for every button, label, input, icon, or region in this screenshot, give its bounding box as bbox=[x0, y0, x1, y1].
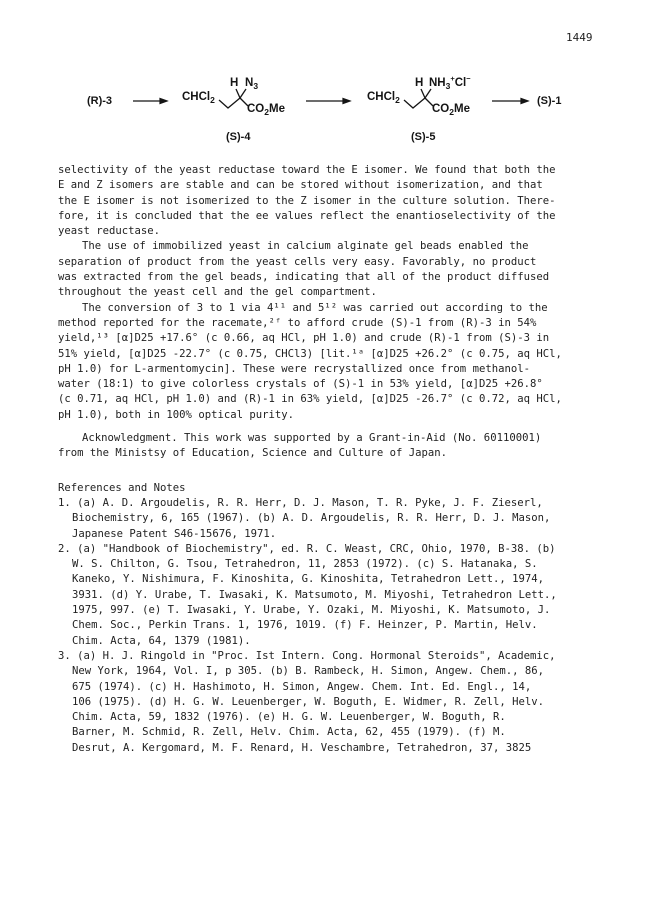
reference-line: Chim. Acta, 59, 1832 (1976). (e) H. G. W. Leuenberger, W. Boguth, R. bbox=[72, 711, 506, 724]
text-line: The use of immobilized yeast in calcium alginate gel beads enabled the bbox=[82, 240, 529, 253]
text-line: E and Z isomers are stable and can be stored without isomerization, and that bbox=[58, 179, 543, 192]
body-text bbox=[58, 163, 624, 756]
mol4-n3: $N_3$ bbox=[245, 77, 259, 91]
reference-line: 106 (1975). (d) H. G. W. Leuenberger, W. Boguth, E. Widmer, R. Zell, Helv. bbox=[72, 695, 544, 708]
text-line: from the Ministsy of Education, Science and Culture of Japan. bbox=[58, 447, 448, 460]
text-line: fore, it is concluded that the ee values reflect the enantioselectivity of the bbox=[58, 209, 556, 222]
acknowledgment bbox=[58, 431, 624, 462]
reference-line: Japanese Patent S46-15676, 1971. bbox=[72, 527, 277, 540]
reference-line: Chem. Soc., Perkin Trans. 1, 1976, 1019. (f) F. Heinzer, P. Martin, Helv. bbox=[72, 619, 538, 632]
reference-line: 1. (a) A. D. Argoudelis, R. R. Herr, D. J. Mason, T. R. Pyke, J. F. Zieserl, bbox=[58, 496, 543, 509]
mol5-co2me: $CO_2Me$ bbox=[432, 103, 470, 117]
mol4-h: H bbox=[230, 77, 239, 89]
arrow-2-head bbox=[343, 99, 350, 104]
text-line: (c 0.71, aq HCl, pH 1.0) and (R)-1 in 63% yield, [α]D25 -26.7° (c 0.72, aq HCl, bbox=[58, 393, 562, 406]
mol5-chcl2: CHCl$_2$ bbox=[367, 91, 400, 105]
mol5-label: (S)-5 bbox=[411, 131, 436, 143]
mol5-nh3cl: $NH_3^+Cl^-$ bbox=[429, 74, 471, 91]
text-line: Acknowledgment. This work was supported by a Grant-in-Aid (No. 60110001) bbox=[82, 432, 542, 445]
reference-line: New York, 1964, Vol. I, p 305. (b) B. Rambeck, H. Simon, Angew. Chem., 86, bbox=[72, 665, 544, 678]
text-line: 51% yield, [α]D25 -22.7° (c 0.75, CHCl3) [lit.¹ᵃ [α]D25 +26.2° (c 0.75, aq HCl, bbox=[58, 347, 562, 360]
text-line: separation of product from the yeast cells very easy. Favorably, no product bbox=[58, 255, 537, 268]
scheme-end-label: (S)-1 bbox=[537, 95, 562, 107]
text-line: yeast reductase. bbox=[58, 225, 161, 238]
molecule-4-bonds bbox=[219, 89, 248, 108]
reference-3 bbox=[58, 649, 624, 756]
mol4-co2me: $CO_2Me$ bbox=[247, 103, 285, 117]
mol4-label: (S)-4 bbox=[226, 131, 251, 143]
text-line: pH 1.0), both in 100% optical purity. bbox=[58, 408, 294, 421]
text-line: pH 1.0) for L-armentomycin]. These were recrystallized once from methanol- bbox=[58, 362, 530, 375]
mol4-chcl2: CHCl$_2$ bbox=[182, 91, 215, 105]
arrow-3-head bbox=[521, 99, 528, 104]
text-line: selectivity of the yeast reductase toward the E isomer. We found that both the bbox=[58, 164, 556, 176]
text-line: yield,¹³ [α]D25 +17.6° (c 0.66, aq HCl, pH 1.0) and crude (R)-1 from (S)-3 in bbox=[58, 332, 550, 345]
spacer bbox=[58, 462, 624, 481]
reference-line: 2. (a) "Handbook of Biochemistry", ed. R. C. Weast, CRC, Ohio, 1970, B-38. (b) bbox=[58, 542, 556, 555]
arrow-1-head bbox=[160, 99, 167, 104]
reference-line: W. S. Chilton, G. Tsou, Tetrahedron, 11, 2853 (1972). (c) S. Hatanaka, S. bbox=[72, 558, 538, 571]
reference-line: 675 (1974). (c) H. Hashimoto, H. Simon, Angew. Chem. Int. Ed. Engl., 14, bbox=[72, 680, 532, 693]
text-line: The conversion of 3 to 1 via 4¹¹ and 5¹² was carried out according to the bbox=[82, 301, 548, 314]
reference-line: Kaneko, Y. Nishimura, F. Kinoshita, G. Kinoshita, Tetrahedron Lett., 1974, bbox=[72, 573, 544, 586]
paragraph-1 bbox=[58, 163, 624, 239]
paragraph-3 bbox=[58, 301, 624, 423]
text-line: was extracted from the gel beads, indicating that all of the product diffused bbox=[58, 271, 550, 284]
paragraph-2 bbox=[58, 239, 624, 300]
reference-line: Chim. Acta, 64, 1379 (1981). bbox=[72, 634, 251, 647]
text-line: throughout the yeast cell and the gel compartment. bbox=[58, 286, 377, 299]
reaction-scheme bbox=[0, 70, 672, 150]
reference-line: Barner, M. Schmid, R. Zell, Helv. Chim. Acta, 62, 455 (1979). (f) M. bbox=[72, 726, 506, 739]
text-line: the E isomer is not isomerized to the Z isomer in the culture solution. There- bbox=[58, 194, 556, 207]
references-heading: References and Notes bbox=[58, 481, 186, 494]
page-number: 1449 bbox=[566, 31, 593, 44]
reference-line: 1975, 997. (e) T. Iwasaki, Y. Urabe, Y. Ozaki, M. Miyoshi, K. Matsumoto, J. bbox=[72, 604, 551, 617]
reference-line: Desrut, A. Kergomard, M. F. Renard, H. Veschambre, Tetrahedron, 37, 3825 bbox=[72, 741, 532, 754]
molecule-5-bonds bbox=[404, 89, 433, 108]
scheme-drawing bbox=[0, 70, 672, 150]
reference-line: Biochemistry, 6, 165 (1967). (b) A. D. Argoudelis, R. R. Herr, D. J. Mason, bbox=[72, 512, 551, 525]
scheme-start-label: (R)-3 bbox=[87, 95, 113, 107]
mol5-h: H bbox=[415, 77, 424, 89]
reference-1 bbox=[58, 496, 624, 542]
reference-line: 3. (a) H. J. Ringold in "Proc. Ist Intern. Cong. Hormonal Steroids", Academic, bbox=[58, 649, 556, 662]
reference-line: 3931. (d) Y. Urabe, T. Iwasaki, K. Matsumoto, M. Miyoshi, Tetrahedron Lett., bbox=[72, 588, 557, 601]
spacer bbox=[58, 423, 624, 431]
reference-2 bbox=[58, 542, 624, 649]
text-line: water (18:1) to give colorless crystals of (S)-1 in 53% yield, [α]D25 +26.8° bbox=[58, 378, 543, 391]
text-line: method reported for the racemate,²ᶠ to afford crude (S)-1 from (R)-3 in 54% bbox=[58, 316, 537, 329]
